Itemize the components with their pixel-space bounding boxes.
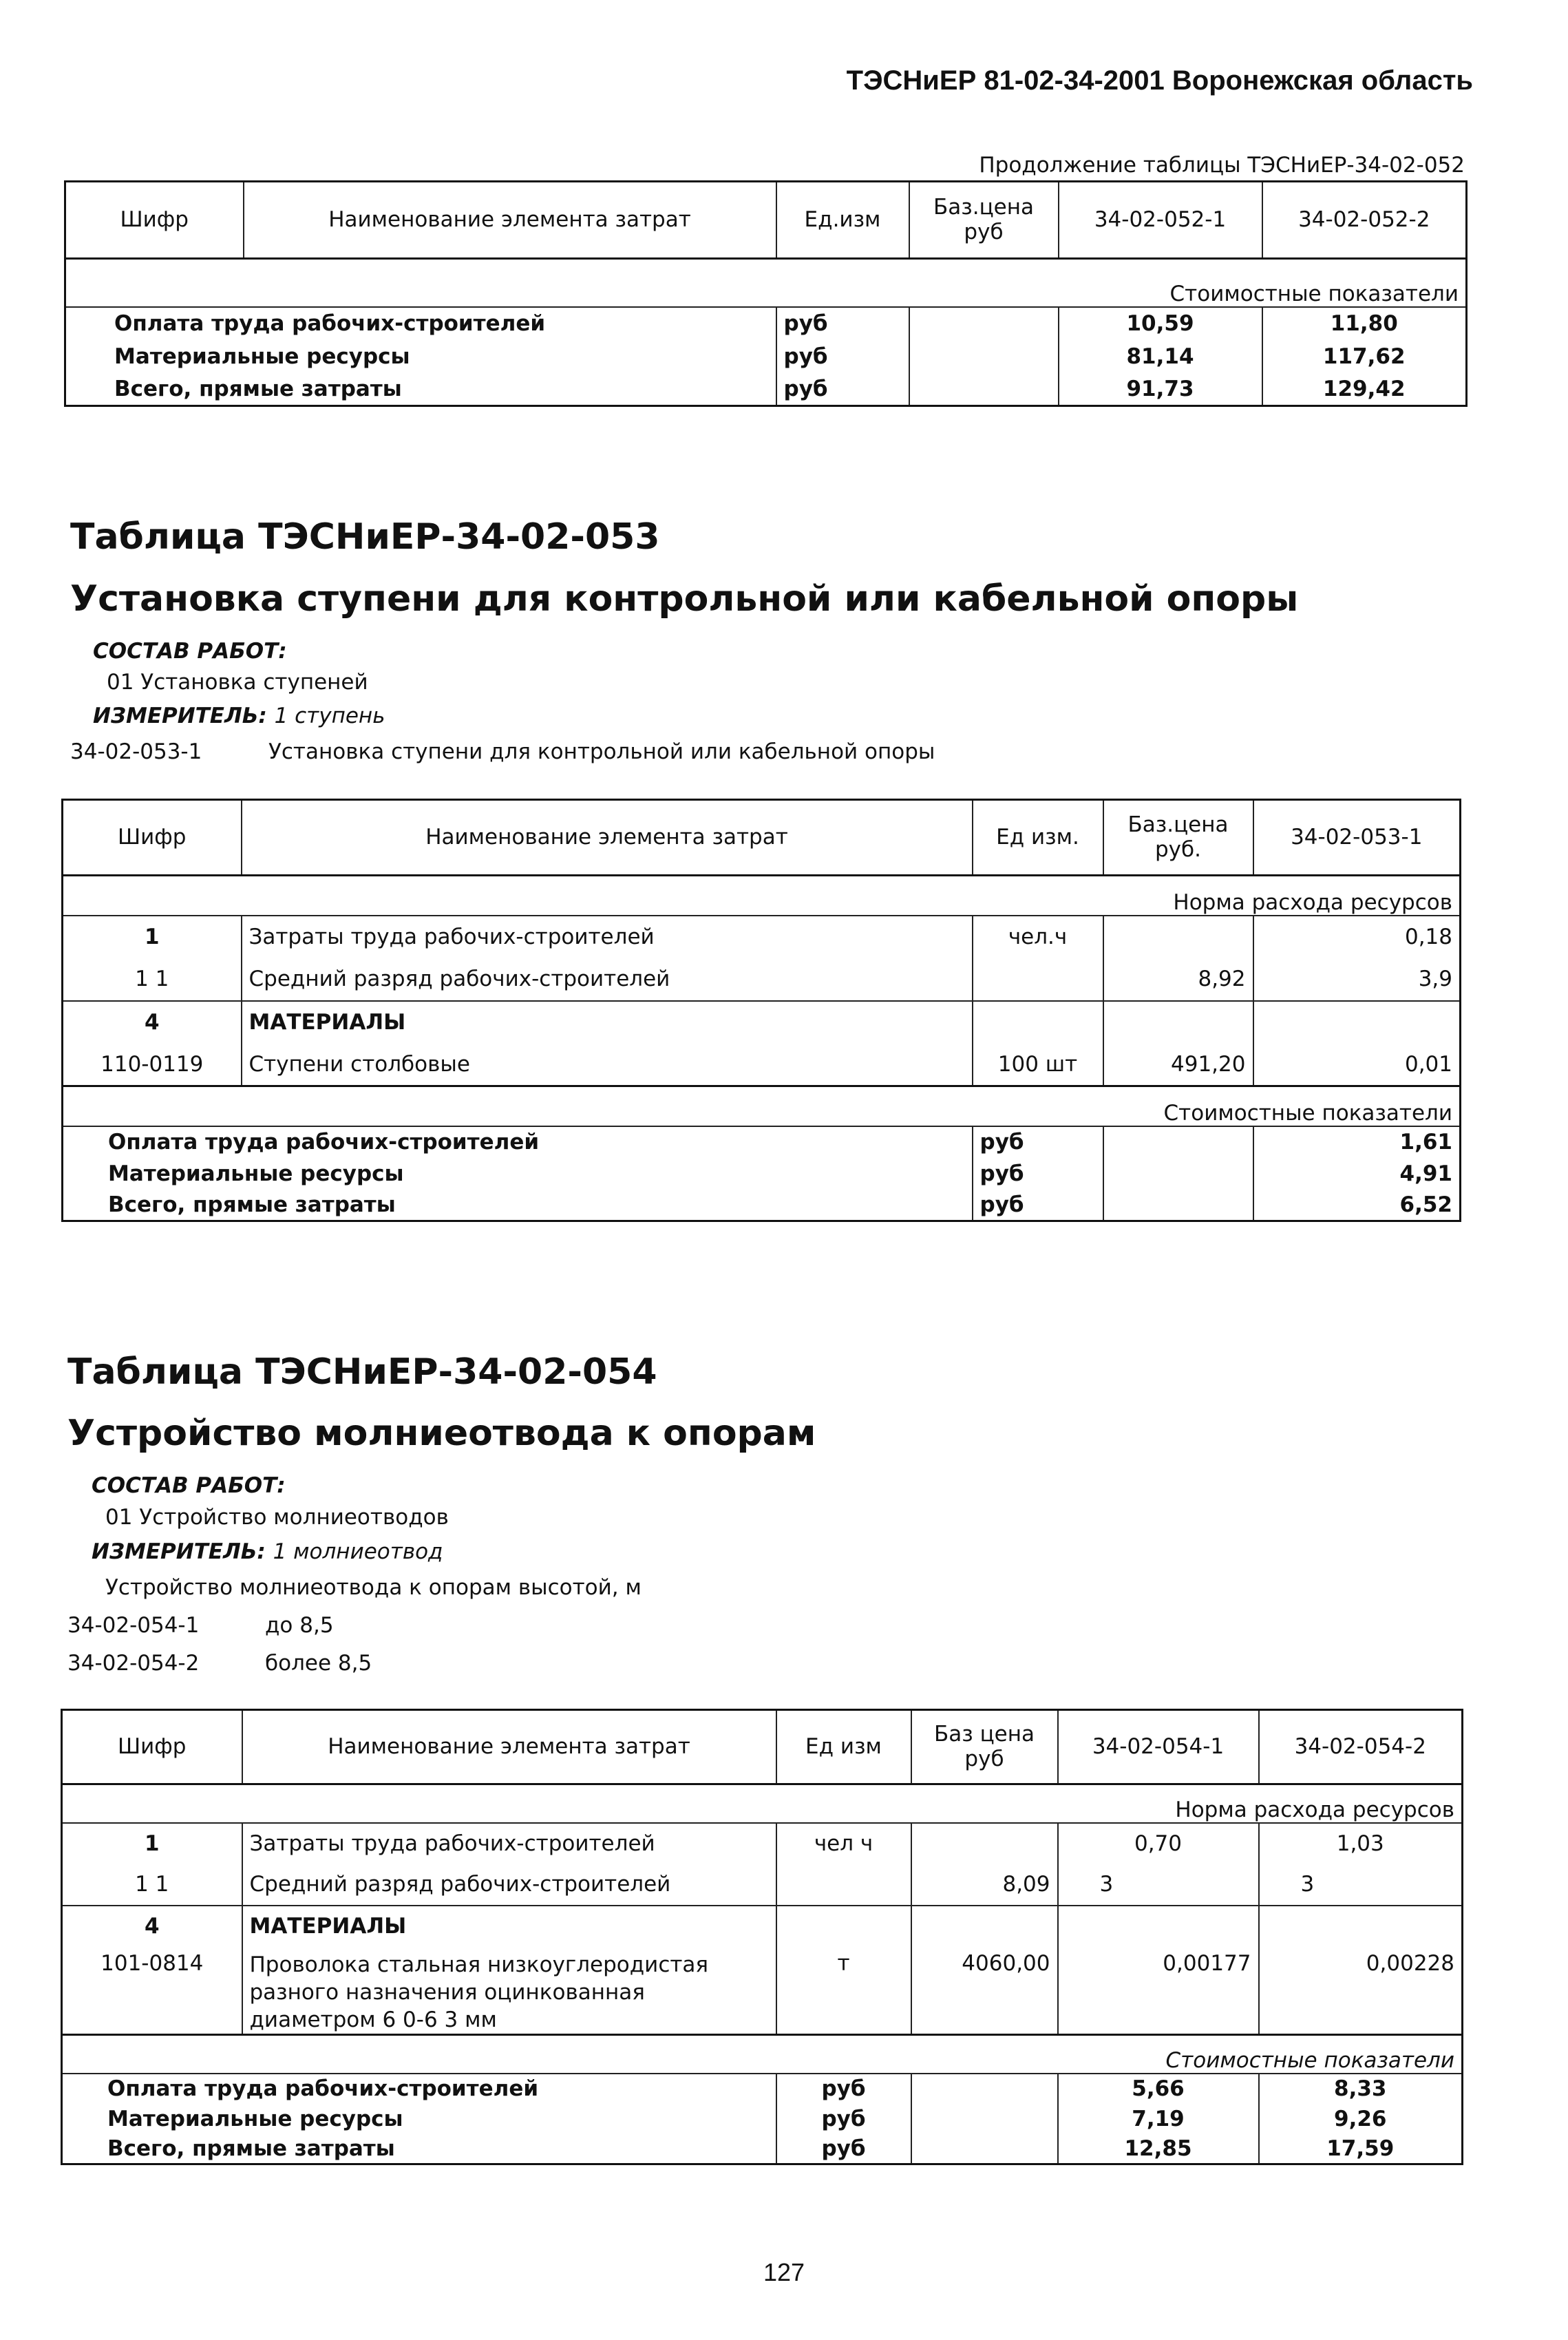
section54-heading: Устройство молниеотвода к опорам	[67, 1413, 816, 1454]
col-c1-header: 34-02-054-1	[1058, 1710, 1259, 1784]
cost-unit: руб	[973, 1126, 1103, 1158]
cost-unit: руб	[776, 307, 909, 340]
section53-work-item: 01 Установка ступеней	[107, 670, 368, 695]
section53-meter	[93, 704, 385, 728]
page-number: 127	[763, 2258, 805, 2286]
row-unit: т	[776, 1947, 911, 2035]
table2	[61, 799, 1461, 1222]
table3-section-norm	[62, 1784, 1463, 1823]
table-row	[63, 1190, 1461, 1221]
row-code: 101-0814	[100, 1950, 204, 1976]
row-code: 1 1	[135, 967, 169, 991]
row-name: МАТЕРИАЛЫ	[242, 1001, 973, 1044]
cost-unit: руб	[973, 1158, 1103, 1190]
cost-unit: руб	[973, 1190, 1103, 1221]
cost-name: Материальные ресурсы	[108, 1161, 404, 1186]
cost-name: Материальные ресурсы	[107, 2106, 403, 2131]
cost-value-2: 117,62	[1262, 340, 1467, 373]
cost-value-1: 1,61	[1253, 1126, 1461, 1158]
col-name-header: Наименование элемента затрат	[242, 1710, 776, 1784]
row-code: 4	[62, 1906, 242, 1947]
section53-table-title: Таблица ТЭСНиЕР-34-02-053	[70, 516, 660, 558]
page-header: ТЭСНиЕР 81-02-34-2001 Воронежская область	[846, 65, 1473, 96]
col-unit-header: Ед изм	[776, 1710, 911, 1784]
table2-section-cost	[63, 1086, 1461, 1126]
cost-value-1: 5,66	[1058, 2074, 1259, 2104]
table-row	[65, 307, 1467, 340]
table-row	[62, 2134, 1463, 2164]
table-row	[65, 373, 1467, 406]
row-price	[911, 1906, 1058, 1947]
cost-value-1: 91,73	[1059, 373, 1262, 406]
table-row	[63, 916, 1461, 958]
col-code-header: Шифр	[118, 824, 187, 850]
section-cost-label: Стоимостные показатели	[1103, 1086, 1461, 1126]
table-row	[62, 2104, 1463, 2134]
table2-section-norm	[63, 876, 1461, 916]
section-norm-label: Норма расхода ресурсов	[1103, 876, 1461, 916]
row-price	[1103, 916, 1253, 958]
cost-value-1: 10,59	[1059, 307, 1262, 340]
table-row	[65, 340, 1467, 373]
row-name: Ступени столбовые	[242, 1044, 973, 1086]
row-code: 4	[63, 1001, 242, 1044]
col-code-header: Шифр	[118, 1733, 187, 1759]
row-value-2	[1259, 1906, 1463, 1947]
row-value-1: 3	[1058, 1864, 1259, 1906]
section-cost-label: Стоимостные показатели	[1059, 259, 1467, 307]
section54-intro: Устройство молниеотвода к опорам высотой, м	[105, 1575, 642, 1600]
section53-heading: Установка ступени для контрольной или кабельной опоры	[70, 578, 1299, 620]
cost-value-1: 4,91	[1253, 1158, 1461, 1190]
table1-header-row	[65, 182, 1467, 259]
section54-meter	[92, 1539, 443, 1564]
row-unit	[973, 1001, 1103, 1044]
col-name-header: Наименование элемента затрат	[242, 800, 973, 876]
section-norm-label: Норма расхода ресурсов	[1058, 1784, 1463, 1823]
col-c1-header: 34-02-053-1	[1253, 800, 1461, 876]
cost-unit: руб	[776, 340, 909, 373]
table-row	[62, 1947, 1463, 2035]
cost-value-2: 11,80	[1262, 307, 1467, 340]
cost-value-2: 129,42	[1262, 373, 1467, 406]
table-row	[63, 958, 1461, 1001]
cost-value-2: 8,33	[1259, 2074, 1463, 2104]
meter-label: ИЗМЕРИТЕЛЬ:	[92, 1539, 266, 1564]
row-price	[911, 1823, 1058, 1864]
meter-label: ИЗМЕРИТЕЛЬ:	[93, 704, 267, 728]
row-unit	[776, 1864, 911, 1906]
cost-unit: руб	[776, 2104, 911, 2134]
row-value-2: 3	[1259, 1864, 1463, 1906]
col-base-price-header: Баз.цена руб.	[1103, 800, 1253, 876]
table2-header-row	[63, 800, 1461, 876]
table-row	[63, 1158, 1461, 1190]
row-price: 8,09	[911, 1864, 1058, 1906]
table3	[61, 1709, 1463, 2165]
row-price: 8,92	[1103, 958, 1253, 1001]
table-row	[62, 1823, 1463, 1864]
cost-name: Всего, прямые затраты	[108, 1192, 396, 1217]
cost-name: Всего, прямые затраты	[107, 2136, 395, 2162]
row-value-2: 1,03	[1259, 1823, 1463, 1864]
row-name: Средний разряд рабочих-строителей	[242, 958, 973, 1001]
cost-unit: руб	[776, 373, 909, 406]
section-cost-label: Стоимостные показатели	[1058, 2035, 1463, 2074]
row-value-1: 0,01	[1253, 1044, 1461, 1086]
col-c2-header: 34-02-052-2	[1262, 182, 1467, 259]
row-code: 1 1	[135, 1872, 169, 1897]
table-row	[62, 1864, 1463, 1906]
col-unit-header: Ед.изм	[776, 182, 909, 259]
cost-value-2: 17,59	[1259, 2134, 1463, 2164]
row-code: 1	[63, 916, 242, 958]
section54-code-2-desc: более 8,5	[265, 1651, 372, 1676]
row-price: 491,20	[1103, 1044, 1253, 1086]
cost-name: Оплата труда рабочих-строителей	[62, 2074, 776, 2104]
section53-code: 34-02-053-1	[70, 739, 202, 764]
row-value-1: 0,70	[1058, 1823, 1259, 1864]
table-row	[62, 1906, 1463, 1947]
row-name: Затраты труда рабочих-строителей	[242, 916, 973, 958]
cost-name: Всего, прямые затраты	[114, 376, 402, 401]
row-unit: 100 шт	[973, 1044, 1103, 1086]
table-row	[62, 2074, 1463, 2104]
row-value-1: 0,00177	[1058, 1947, 1259, 2035]
col-base-price-header: Баз цена руб	[911, 1710, 1058, 1784]
table-row	[63, 1044, 1461, 1086]
col-base-price-header: Баз.цена руб	[909, 182, 1059, 259]
row-name: Затраты труда рабочих-строителей	[242, 1823, 776, 1864]
row-unit: чел.ч	[973, 916, 1103, 958]
table3-section-cost	[62, 2035, 1463, 2074]
col-name-header: Наименование элемента затрат	[244, 182, 776, 259]
cost-name: Оплата труда рабочих-строителей	[65, 307, 776, 340]
row-value-1: 3,9	[1253, 958, 1461, 1001]
meter-value: 1 ступень	[274, 704, 385, 728]
table1	[64, 180, 1468, 407]
cost-value-2: 9,26	[1259, 2104, 1463, 2134]
table1-section-cost	[65, 259, 1467, 307]
section54-work-item: 01 Устройство молниеотводов	[105, 1505, 449, 1530]
row-unit	[973, 958, 1103, 1001]
table3-header-row	[62, 1710, 1463, 1784]
cost-unit: руб	[776, 2134, 911, 2164]
cost-value-1: 81,14	[1059, 340, 1262, 373]
row-value-1	[1253, 1001, 1461, 1044]
row-code: 110-0119	[100, 1051, 204, 1077]
table-row	[63, 1001, 1461, 1044]
col-c2-header: 34-02-054-2	[1259, 1710, 1463, 1784]
meter-value: 1 молниеотвод	[273, 1539, 443, 1564]
section54-table-title: Таблица ТЭСНиЕР-34-02-054	[67, 1351, 657, 1393]
row-unit: чел ч	[776, 1823, 911, 1864]
section54-code-1-desc: до 8,5	[265, 1613, 334, 1638]
table1-caption: Продолжение таблицы ТЭСНиЕР-34-02-052	[979, 153, 1465, 178]
section53-code-desc: Установка ступени для контрольной или кабельной опоры	[268, 739, 935, 764]
col-code-header: Шифр	[120, 207, 189, 232]
row-price: 4060,00	[911, 1947, 1058, 2035]
row-code: 1	[62, 1823, 242, 1864]
section54-code-2: 34-02-054-2	[67, 1651, 200, 1676]
cost-value-1: 12,85	[1058, 2134, 1259, 2164]
cost-unit: руб	[776, 2074, 911, 2104]
cost-value-1: 7,19	[1058, 2104, 1259, 2134]
cost-name: Оплата труда рабочих-строителей	[63, 1126, 973, 1158]
row-unit	[776, 1906, 911, 1947]
section54-work-label: СОСТАВ РАБОТ:	[92, 1473, 286, 1498]
row-name: Средний разряд рабочих-строителей	[242, 1864, 776, 1906]
section53-work-label: СОСТАВ РАБОТ:	[93, 639, 287, 664]
col-unit-header: Ед изм.	[973, 800, 1103, 876]
row-value-1: 0,18	[1253, 916, 1461, 958]
section54-code-1: 34-02-054-1	[67, 1613, 200, 1638]
row-name: Проволока стальная низкоуглеродистая разного назначения оцинкованная диаметром 6 0-6 3 мм	[242, 1947, 776, 2035]
row-value-2: 0,00228	[1259, 1947, 1463, 2035]
cost-name: Материальные ресурсы	[114, 344, 410, 369]
table-row	[63, 1126, 1461, 1158]
row-price	[1103, 1001, 1253, 1044]
cost-value-1: 6,52	[1253, 1190, 1461, 1221]
col-c1-header: 34-02-052-1	[1059, 182, 1262, 259]
row-value-1	[1058, 1906, 1259, 1947]
row-name: МАТЕРИАЛЫ	[242, 1906, 776, 1947]
